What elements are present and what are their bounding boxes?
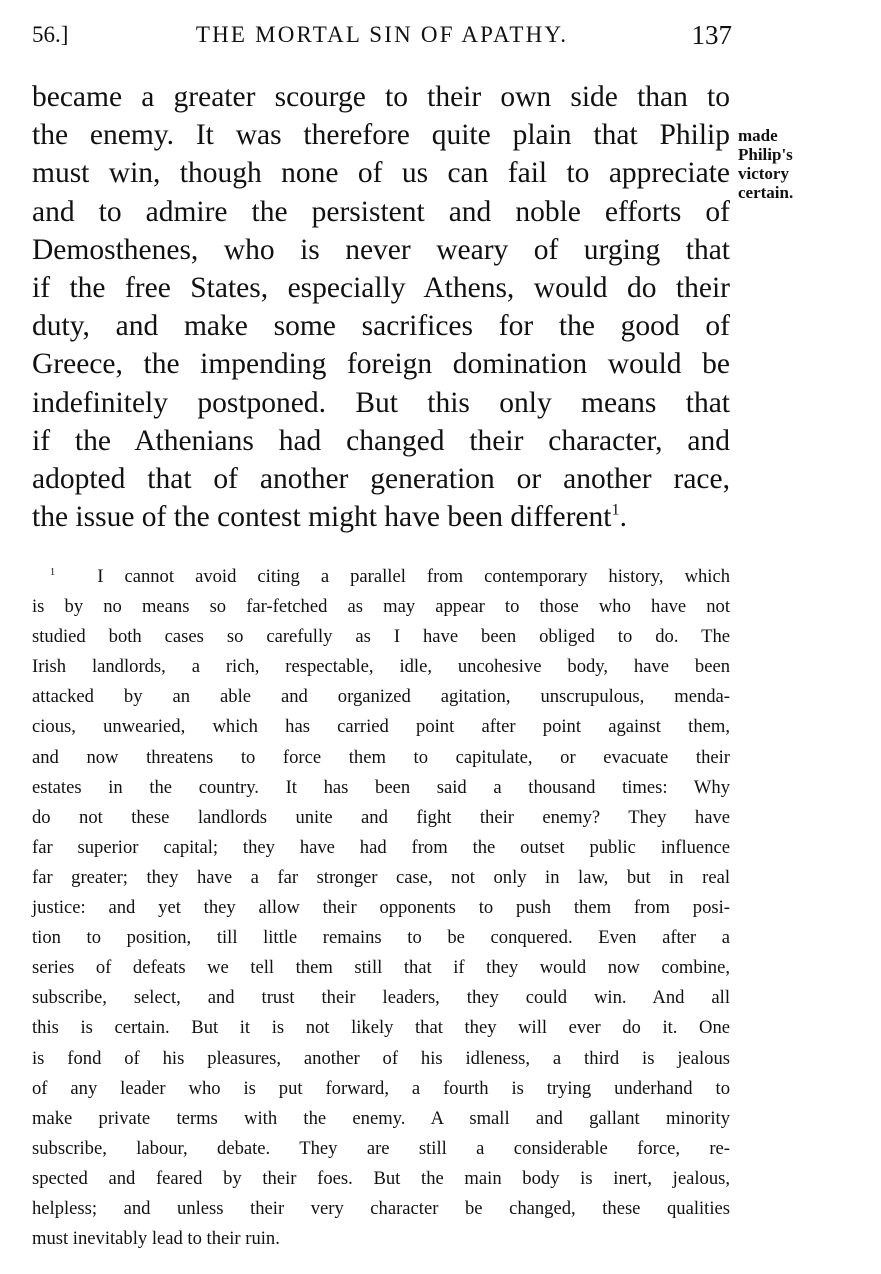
- footnote-line: [32, 562, 730, 592]
- footnote-line: do not these landlords unite and fight their enemy? They have: [32, 806, 730, 828]
- running-header: [32, 20, 732, 56]
- footnote-line: studied both cases so carefully as I have been obliged to do. The: [32, 626, 730, 648]
- footnote-reference: 1: [611, 500, 620, 519]
- footnote-line: subscribe, select, and trust their leaders, they could win. And all: [32, 987, 730, 1009]
- body-line-text: the issue of the contest might have been different: [32, 501, 612, 534]
- body-line: adopted that of another generation or another race,: [32, 462, 730, 495]
- margin-note-line: certain.: [738, 183, 794, 202]
- footnote-line: series of defeats we tell them still that if they would now combine,: [32, 957, 730, 979]
- footnote-line: helpless; and unless their very character be changed, these qualities: [32, 1197, 730, 1219]
- body-line: Demosthenes, who is never weary of urging that: [32, 233, 730, 266]
- section-number: 56.]: [32, 22, 69, 47]
- footnote-line-text: I cannot avoid citing a parallel from contemporary history, which: [97, 566, 731, 587]
- footnote-line: spected and feared by their foes. But the main body is inert, jealous,: [32, 1167, 730, 1189]
- footnote-line: subscribe, labour, debate. They are still a considerable force, re-: [32, 1137, 730, 1159]
- margin-note-line: made: [738, 126, 778, 145]
- footnote-line: estates in the country. It has been said a thousand times: Why: [32, 776, 730, 798]
- body-line: if the free States, especially Athens, would do their: [32, 271, 730, 304]
- footnote-line: is fond of his pleasures, another of his idleness, a third is jealous: [32, 1047, 730, 1069]
- footnote-line: is by no means so far-fetched as may appear to those who have not: [32, 596, 730, 618]
- footnote-line: Irish landlords, a rich, respectable, idle, uncohesive body, have been: [32, 656, 730, 678]
- running-title: THE MORTAL SIN OF APATHY.: [195, 22, 569, 47]
- body-line: indefinitely postponed. But this only means that: [32, 386, 730, 419]
- margin-note-line: victory: [738, 164, 789, 183]
- footnote-line: attacked by an able and organized agitation, unscrupulous, menda-: [32, 686, 730, 708]
- body-end-punct: .: [619, 501, 627, 534]
- body-line: must win, though none of us can fail to appreciate: [32, 157, 730, 190]
- page-number: 137: [691, 20, 732, 50]
- footnote-line: and now threatens to force them to capitulate, or evacuate their: [32, 746, 730, 768]
- footnote-line: this is certain. But it is not likely that they will ever do it. One: [32, 1017, 730, 1039]
- body-line: Greece, the impending foreign domination would be: [32, 348, 730, 381]
- body-line: became a greater scourge to their own side than to: [32, 81, 730, 113]
- body-line: the enemy. It was therefore quite plain that Philip: [32, 119, 730, 152]
- margin-note: [738, 126, 828, 202]
- footnote-line: of any leader who is put forward, a fourth is trying underhand to: [32, 1077, 730, 1099]
- footnote-line: tion to position, till little remains to be conquered. Even after a: [32, 927, 730, 949]
- footnote-line: justice: and yet they allow their opponents to push them from posi-: [32, 897, 730, 919]
- body-text: [32, 78, 730, 536]
- footnote-line-last: must inevitably lead to their ruin.: [32, 1228, 280, 1250]
- margin-note-line: Philip's: [738, 145, 793, 164]
- footnote-marker: 1: [50, 566, 56, 578]
- body-line-last: [32, 498, 730, 536]
- footnote-line: cious, unwearied, which has carried point after point against them,: [32, 716, 730, 738]
- footnote-line: far greater; they have a far stronger case, not only in law, but in real: [32, 866, 730, 888]
- footnote-line: make private terms with the enemy. A small and gallant minority: [32, 1107, 730, 1129]
- body-line: duty, and make some sacrifices for the good of: [32, 310, 730, 343]
- body-line: and to admire the persistent and noble efforts of: [32, 195, 730, 228]
- footnote-line: far superior capital; they have had from the outset public influence: [32, 836, 730, 858]
- body-line: if the Athenians had changed their character, and: [32, 424, 730, 457]
- footnote: [32, 562, 730, 1254]
